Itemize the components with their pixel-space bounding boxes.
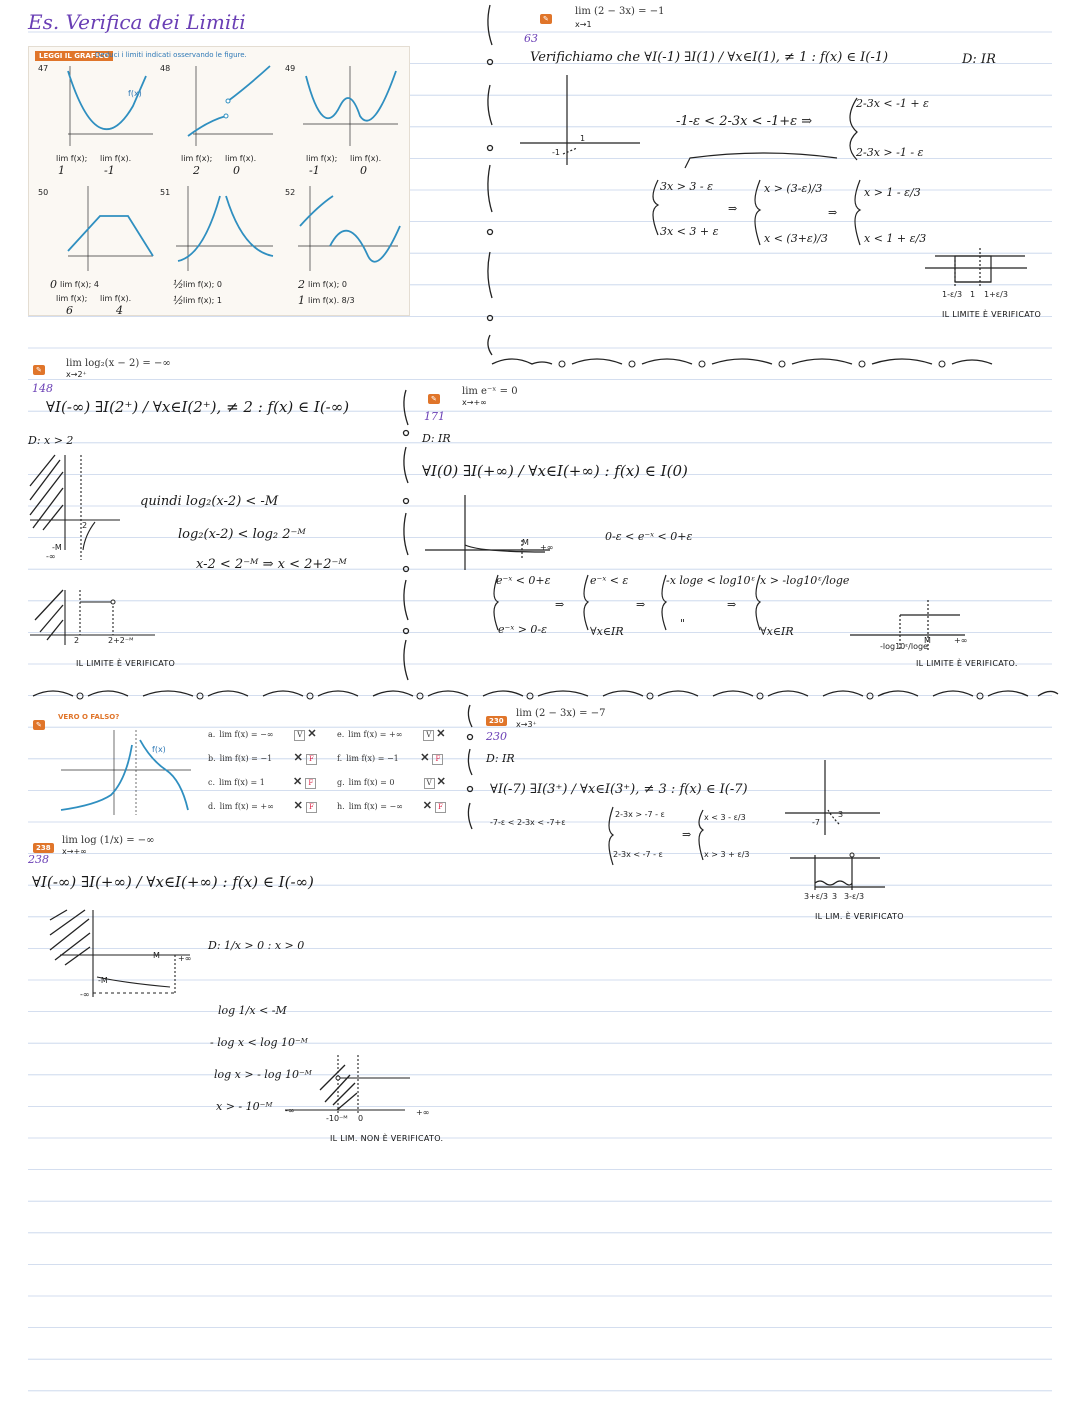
vf-box-false[interactable]: F <box>435 802 446 813</box>
binder-marks <box>462 703 482 833</box>
ex238-line1: ∀I(-∞) ∃I(+∞) / ∀x∈I(+∞) : f(x) ∈ I(-∞) <box>32 873 314 891</box>
vf-cross-mark: ✕ <box>436 775 446 788</box>
ex238-s4: x > - 10⁻ᴹ <box>216 1100 273 1113</box>
vf-cross-mark: ✕ <box>420 751 430 764</box>
ex238-tag: M <box>153 951 160 960</box>
book-q: lim f(x). 8/3 <box>308 296 355 305</box>
vf-cross-mark: ✕ <box>436 727 446 740</box>
ex171-sD1: x > -log10ᵋ/loge <box>760 574 850 587</box>
book-instruction: Deduci i limiti indicati osservando le figure. <box>95 51 247 59</box>
vf-cross-mark: ✕ <box>293 775 303 788</box>
ex230-ineq: -7-ε < 2-3x < -7+ε <box>490 818 566 827</box>
book-q: lim f(x); 0 <box>183 280 222 289</box>
book-q: lim f(x); 4 <box>60 280 99 289</box>
book-answer: 1 <box>58 164 65 177</box>
vf-box-false[interactable]: F <box>306 754 317 765</box>
vf-item-text: lim f(x) = +∞ <box>219 802 274 811</box>
vf-cross-mark: ✕ <box>293 799 303 812</box>
vf-item <box>337 775 446 789</box>
vf-box-false[interactable]: F <box>305 778 316 789</box>
vf-box-true[interactable]: V <box>423 730 434 741</box>
vf-item <box>208 751 317 765</box>
vf-box-true[interactable]: V <box>294 730 305 741</box>
ex148-tag: -∞ <box>46 552 56 561</box>
vf-box-false[interactable]: F <box>432 754 443 765</box>
vf-item <box>337 799 446 813</box>
ex238-axis-label: +∞ <box>416 1108 430 1117</box>
ex63-domain: D: IR <box>962 52 996 67</box>
ex238-statement: lim log (1/x) = −∞ <box>62 835 155 846</box>
vf-item-text: lim f(x) = −1 <box>346 754 399 763</box>
book-answer: 4 <box>116 304 123 317</box>
book-q: lim f(x). <box>100 154 132 163</box>
vf-item-key: b. <box>208 754 216 763</box>
ex230-axis-label: 3 <box>832 892 838 901</box>
ex63-arrow: ⇒ <box>828 206 838 219</box>
ex230-sB2: x > 3 + ε/3 <box>704 850 750 859</box>
ex171-sub: x→+∞ <box>462 398 487 407</box>
ex171-ineq: 0-ε < e⁻ˣ < 0+ε <box>605 530 693 543</box>
vf-cross-mark: ✕ <box>293 751 303 764</box>
book-answer: -1 <box>104 164 115 177</box>
ex148-graphs <box>25 450 165 645</box>
ex171-axis-label: M <box>924 636 931 645</box>
ex171-axis-label: -log10ᵋ/loge <box>880 642 928 651</box>
ex238-s1: log 1/x < -M <box>218 1004 287 1017</box>
ex63-sys4b: x < 1 + ε/3 <box>864 232 927 245</box>
book-q: lim f(x). <box>350 154 382 163</box>
ex238-axis-label: 0 <box>358 1114 364 1123</box>
book-cell-num: 52 <box>285 188 296 197</box>
ex63-sketches <box>515 70 1045 300</box>
vf-cross-mark: ✕ <box>422 799 432 812</box>
ex230-number: 230 <box>486 730 507 743</box>
ex63-tag: -1 <box>552 148 560 157</box>
ex230-tag: -7 <box>812 818 820 827</box>
binder-marks <box>396 385 416 685</box>
book-answer: ½ <box>173 294 184 307</box>
ex171-statement: lim e⁻ˣ = 0 <box>462 386 518 397</box>
ex238-tag: +∞ <box>178 954 192 963</box>
ex230-domain: D: IR <box>486 752 515 765</box>
book-cell-num: 48 <box>160 64 171 73</box>
book-answer: 0 <box>50 278 57 291</box>
arrow: ⇒ <box>636 598 646 611</box>
ex148-statement: lim log₂(x − 2) = −∞ <box>66 358 171 369</box>
vf-header: VERO O FALSO? <box>58 713 120 721</box>
ex63-sys2b: 3x < 3 + ε <box>660 225 719 238</box>
vf-item-text: lim f(x) = −1 <box>219 754 273 763</box>
arrow: ⇒ <box>682 828 692 841</box>
ex63-ineq: -1-ε < 2-3x < -1+ε ⇒ <box>676 114 813 129</box>
ex63-arrow: ⇒ <box>728 202 738 215</box>
ex148-sub: x→2⁺ <box>66 370 87 379</box>
ex238-s2: - log x < log 10⁻ᴹ <box>210 1036 308 1049</box>
vf-item-text: lim f(x) = +∞ <box>348 730 403 739</box>
graph-label: f(x) <box>152 745 166 754</box>
vf-item-key: d. <box>208 802 216 811</box>
ex63-sys2a: 3x > 3 - ε <box>660 180 714 193</box>
ex63-axis-label: 1 <box>970 290 976 299</box>
book-q: lim f(x); <box>56 294 88 303</box>
graph-label: f(x) <box>128 89 142 98</box>
book-q: lim f(x); 0 <box>308 280 347 289</box>
vf-item-text: lim f(x) = 0 <box>348 778 395 787</box>
book-graphs <box>28 46 408 314</box>
ex238-axis-label: -∞ <box>285 1106 295 1115</box>
arrow: ⇒ <box>555 598 565 611</box>
vf-item <box>337 727 446 741</box>
book-answer: ½ <box>173 278 184 291</box>
ex148-domain: D: x > 2 <box>28 434 74 447</box>
ex230-tag: 3 <box>838 810 844 819</box>
ex238-tag: -M <box>98 976 108 985</box>
ex148-s2: log₂(x-2) < log₂ 2⁻ᴹ <box>178 527 306 542</box>
ex171-result: IL LIMITE È VERIFICATO. <box>916 659 1018 668</box>
ex171-domain: D: IR <box>422 432 451 445</box>
book-answer: 2 <box>298 278 305 291</box>
ex171-sC2: " <box>680 617 686 630</box>
exercise-badge: 238 <box>33 835 54 854</box>
ex230-axis-label: 3+ε/3 <box>804 892 828 901</box>
vf-item-text: lim f(x) = −∞ <box>348 802 403 811</box>
ex171-sA1: e⁻ˣ < 0+ε <box>496 574 551 587</box>
book-q: lim f(x). <box>100 294 132 303</box>
ex63-tag: 1 <box>580 134 586 143</box>
ex238-tag: -∞ <box>80 990 90 999</box>
ex171-tag: +∞ <box>540 543 554 552</box>
arrow: ⇒ <box>727 598 737 611</box>
ex63-sys3b: x < (3+ε)/3 <box>764 232 828 245</box>
book-q: lim f(x); 1 <box>183 296 222 305</box>
vf-cross-mark: ✕ <box>307 727 317 740</box>
wavy-separator <box>28 684 1063 704</box>
vf-box-true[interactable]: V <box>424 778 435 789</box>
book-cell-num: 47 <box>38 64 49 73</box>
ex230-line1: ∀I(-7) ∃I(3⁺) / ∀x∈I(3⁺), ≠ 3 : f(x) ∈ I(-7) <box>490 782 748 797</box>
exercise-badge: ✎ <box>428 386 440 405</box>
book-answer: -1 <box>309 164 320 177</box>
exercise-badge: ✎ <box>33 357 45 376</box>
ex238-sub: x→+∞ <box>62 847 87 856</box>
ex171-sA2: e⁻ˣ > 0-ε <box>498 623 548 636</box>
ex148-number: 148 <box>32 382 53 395</box>
vf-item-key: a. <box>208 730 216 739</box>
ex63-sys4a: x > 1 - ε/3 <box>864 186 921 199</box>
ex171-tag: M <box>522 538 529 547</box>
vf-item <box>337 751 443 765</box>
ex171-sC1: -x loge < log10ᵋ <box>666 574 756 587</box>
ex148-axis-label: 2 <box>74 636 80 645</box>
vf-item <box>208 727 317 741</box>
book-answer: 6 <box>66 304 73 317</box>
book-cell-num: 49 <box>285 64 296 73</box>
book-answer: 0 <box>360 164 367 177</box>
book-q: lim f(x); <box>306 154 338 163</box>
vf-item-key: h. <box>337 802 345 811</box>
ex171-number: 171 <box>424 410 445 423</box>
ex230-graphs <box>600 755 900 900</box>
vf-item-key: c. <box>208 778 216 787</box>
vf-box-false[interactable]: F <box>306 802 317 813</box>
ex148-tag: -M <box>52 543 62 552</box>
vf-item-key: f. <box>337 754 343 763</box>
vf-item <box>208 775 316 789</box>
exercise-badge: ✎ <box>33 712 45 731</box>
vf-item <box>208 799 317 813</box>
ex63-statement: lim (2 − 3x) = −1 <box>575 6 665 17</box>
book-cell-num: 50 <box>38 188 49 197</box>
vf-item-text: lim f(x) = 1 <box>219 778 265 787</box>
ex148-line1: ∀I(-∞) ∃I(2⁺) / ∀x∈I(2⁺), ≠ 2 : f(x) ∈ I(-∞) <box>46 398 350 416</box>
book-header: LEGGI IL GRAFICO <box>35 51 113 61</box>
exercise-badge: 230 <box>486 708 507 727</box>
book-answer: 0 <box>233 164 240 177</box>
exercise-badge: ✎ <box>540 6 552 25</box>
ex230-sB1: x < 3 - ε/3 <box>704 813 746 822</box>
ex238-axis-label: -10⁻ᴹ <box>326 1114 348 1123</box>
vf-item-key: g. <box>337 778 345 787</box>
ex63-number: 63 <box>524 32 538 45</box>
ex148-s1: quindi log₂(x-2) < -M <box>140 494 279 509</box>
ex238-domain: D: 1/x > 0 : x > 0 <box>208 939 305 952</box>
ex148-tag: 2 <box>82 521 88 530</box>
page-title: Es. Verifica dei Limiti <box>28 10 246 34</box>
book-answer: 2 <box>193 164 200 177</box>
ex171-line1: ∀I(0) ∃I(+∞) / ∀x∈I(+∞) : f(x) ∈ I(0) <box>422 462 688 480</box>
ex238-graphs <box>45 905 425 1125</box>
vf-graph <box>56 725 196 820</box>
ex148-result: IL LIMITE È VERIFICATO <box>76 659 176 668</box>
ex63-sys3a: x > (3-ε)/3 <box>764 182 823 195</box>
ex230-sA2: 2-3x < -7 - ε <box>613 850 663 859</box>
book-q: lim f(x); <box>181 154 213 163</box>
ex171-graphs <box>420 490 970 665</box>
ex148-s3: x-2 < 2⁻ᴹ ⇒ x < 2+2⁻ᴹ <box>196 557 347 572</box>
ex238-number: 238 <box>28 853 49 866</box>
ex230-statement: lim (2 − 3x) = −7 <box>516 708 606 719</box>
ex63-sys1a: 2-3x < -1 + ε <box>856 97 929 110</box>
ex63-axis-label: 1-ε/3 <box>942 290 963 299</box>
book-q: lim f(x). <box>225 154 257 163</box>
ex230-sA1: 2-3x > -7 - ε <box>615 810 665 819</box>
ex63-result: IL LIMITE È VERIFICATO <box>942 310 1042 319</box>
vf-item-text: lim f(x) = −∞ <box>219 730 274 739</box>
ex63-sys1b: 2-3x > -1 - ε <box>856 146 924 159</box>
book-q: lim f(x); <box>56 154 88 163</box>
ex230-axis-label: 3-ε/3 <box>844 892 865 901</box>
ex230-result: IL LIM. È VERIFICATO <box>815 912 904 921</box>
ex63-sub: x→1 <box>575 20 592 29</box>
ex171-sB1: e⁻ˣ < ε <box>590 574 629 587</box>
ex63-line1: Verifichiamo che ∀I(-1) ∃I(1) / ∀x∈I(1), ≠ 1 : f(x) ∈ I(-1) <box>530 50 889 65</box>
ex171-sB2: ∀x∈IR <box>590 625 624 638</box>
ex171-sD2: ∀x∈IR <box>760 625 794 638</box>
ex63-axis-label: 1+ε/3 <box>984 290 1008 299</box>
book-answer: 1 <box>298 294 305 307</box>
wavy-separator <box>482 350 1022 374</box>
book-cell-num: 51 <box>160 188 171 197</box>
ex238-s3: log x > - log 10⁻ᴹ <box>214 1068 312 1081</box>
ex148-axis-label: 2+2⁻ᴹ <box>108 636 134 645</box>
ex230-sub: x→3⁺ <box>516 720 537 729</box>
ex238-result: IL LIM. NON È VERIFICATO. <box>330 1134 444 1143</box>
vf-item-key: e. <box>337 730 345 739</box>
binder-marks <box>480 0 500 360</box>
ex171-axis-label: +∞ <box>954 636 968 645</box>
